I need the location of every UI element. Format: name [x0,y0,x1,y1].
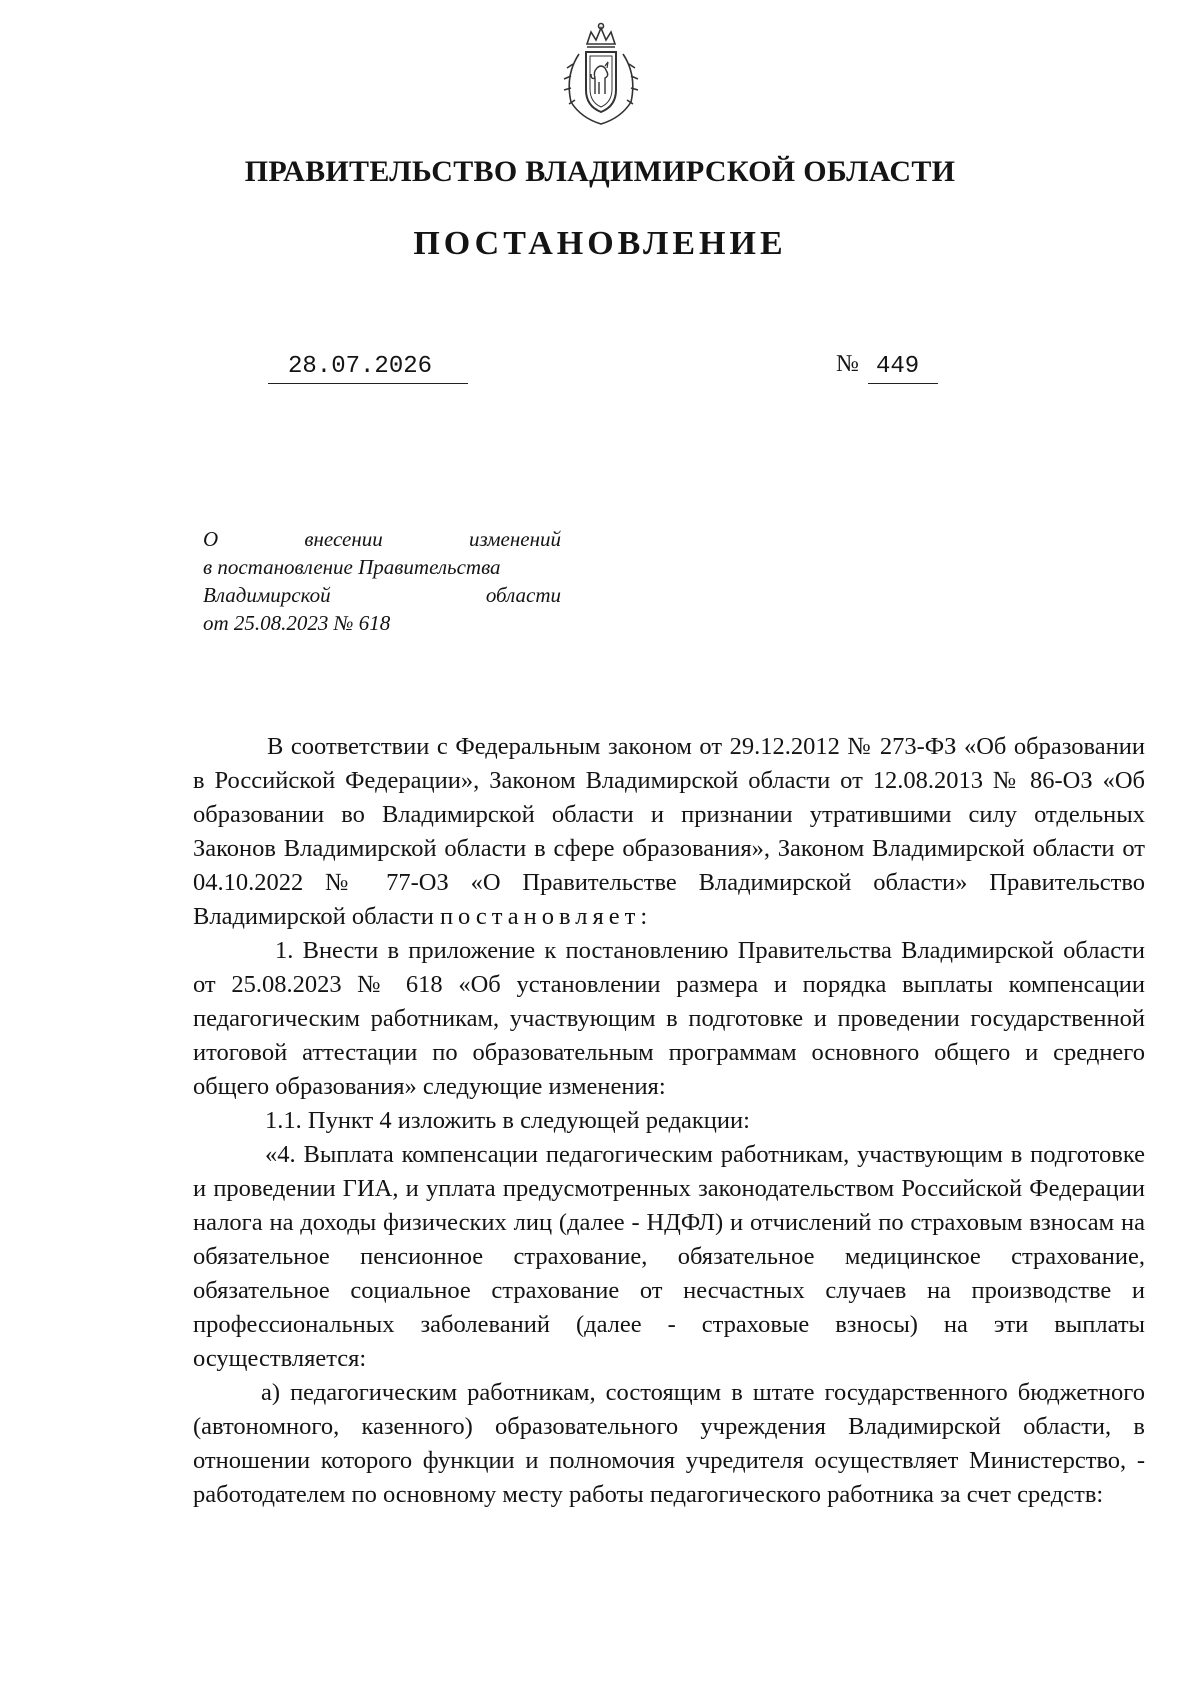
subject-line: в постановление Правительства [203,555,501,579]
document-subject [203,525,561,637]
subject-line: Владимирской области [203,583,561,607]
document-date-field [268,349,468,384]
preamble-paragraph [193,730,1145,934]
document-body [193,730,1145,1512]
document-date: 28.07.2026 [288,353,433,380]
resolution-keyword: постановляет: [439,903,653,930]
document-number: 449 [876,353,920,380]
organization-name: ПРАВИТЕЛЬСТВО ВЛАДИМИРСКОЙ ОБЛАСТИ [244,155,956,188]
coat-of-arms-emblem [553,20,649,130]
subject-line: от 25.08.2023 № 618 [203,611,391,635]
document-type-title: ПОСТАНОВЛЕНИЕ [413,225,787,262]
subject-line: О внесении изменений [203,527,561,551]
document-number-field [868,349,938,384]
clause-paragraph: а) педагогическим работникам, состоящим в штате государственного бюджетного (автономного, казенного) образовательного учреждения Владимирской области, в отношении которого функции и полномочия учредителя осуществляет Министерство, - работодателем по основному месту работы педагогического работника за счет средств: [193,1379,1145,1508]
number-sign: № [836,351,859,377]
clause-paragraph: 1. Внести в приложение к постановлению Правительства Владимирской области от 25.08.2023 № 618 «Об установлении размера и порядка выплаты компенсации педагогическим работникам, участвующим в подготовке и проведении государственной итоговой аттестации по образовательным программам основного общего и среднего общего образования» следующие изменения: [193,937,1145,1100]
clause-paragraph: 1.1. Пункт 4 изложить в следующей редакции: [265,1107,750,1134]
clause-paragraph: «4. Выплата компенсации педагогическим работникам, участвующим в подготовке и проведении ГИА, и уплата предусмотренных законодательством Российской Федерации налога на доходы физических лиц (далее - НДФЛ) и отчислений по страховым взносам на обязательное пенсионное страхование, обязательное медицинское страхование, обязательное социальное страхование от несчастных случаев на производстве и профессиональных заболеваний (далее - страховые взносы) на эти выплаты осуществляется: [193,1141,1145,1372]
preamble-text: В соответствии с Федеральным законом от 29.12.2012 № 273-ФЗ «Об образовании в Российской Федерации», Законом Владимирской области от 12.08.2013 № 86-ОЗ «Об образовании во Владимирской области и признании утратившими силу отдельных Законов Владимирской области в сфере образования», Законом Владимирской области от 04.10.2022 № 77-ОЗ «О Правительстве Владимирской области» Правительство Владимирской области [193,733,1145,930]
